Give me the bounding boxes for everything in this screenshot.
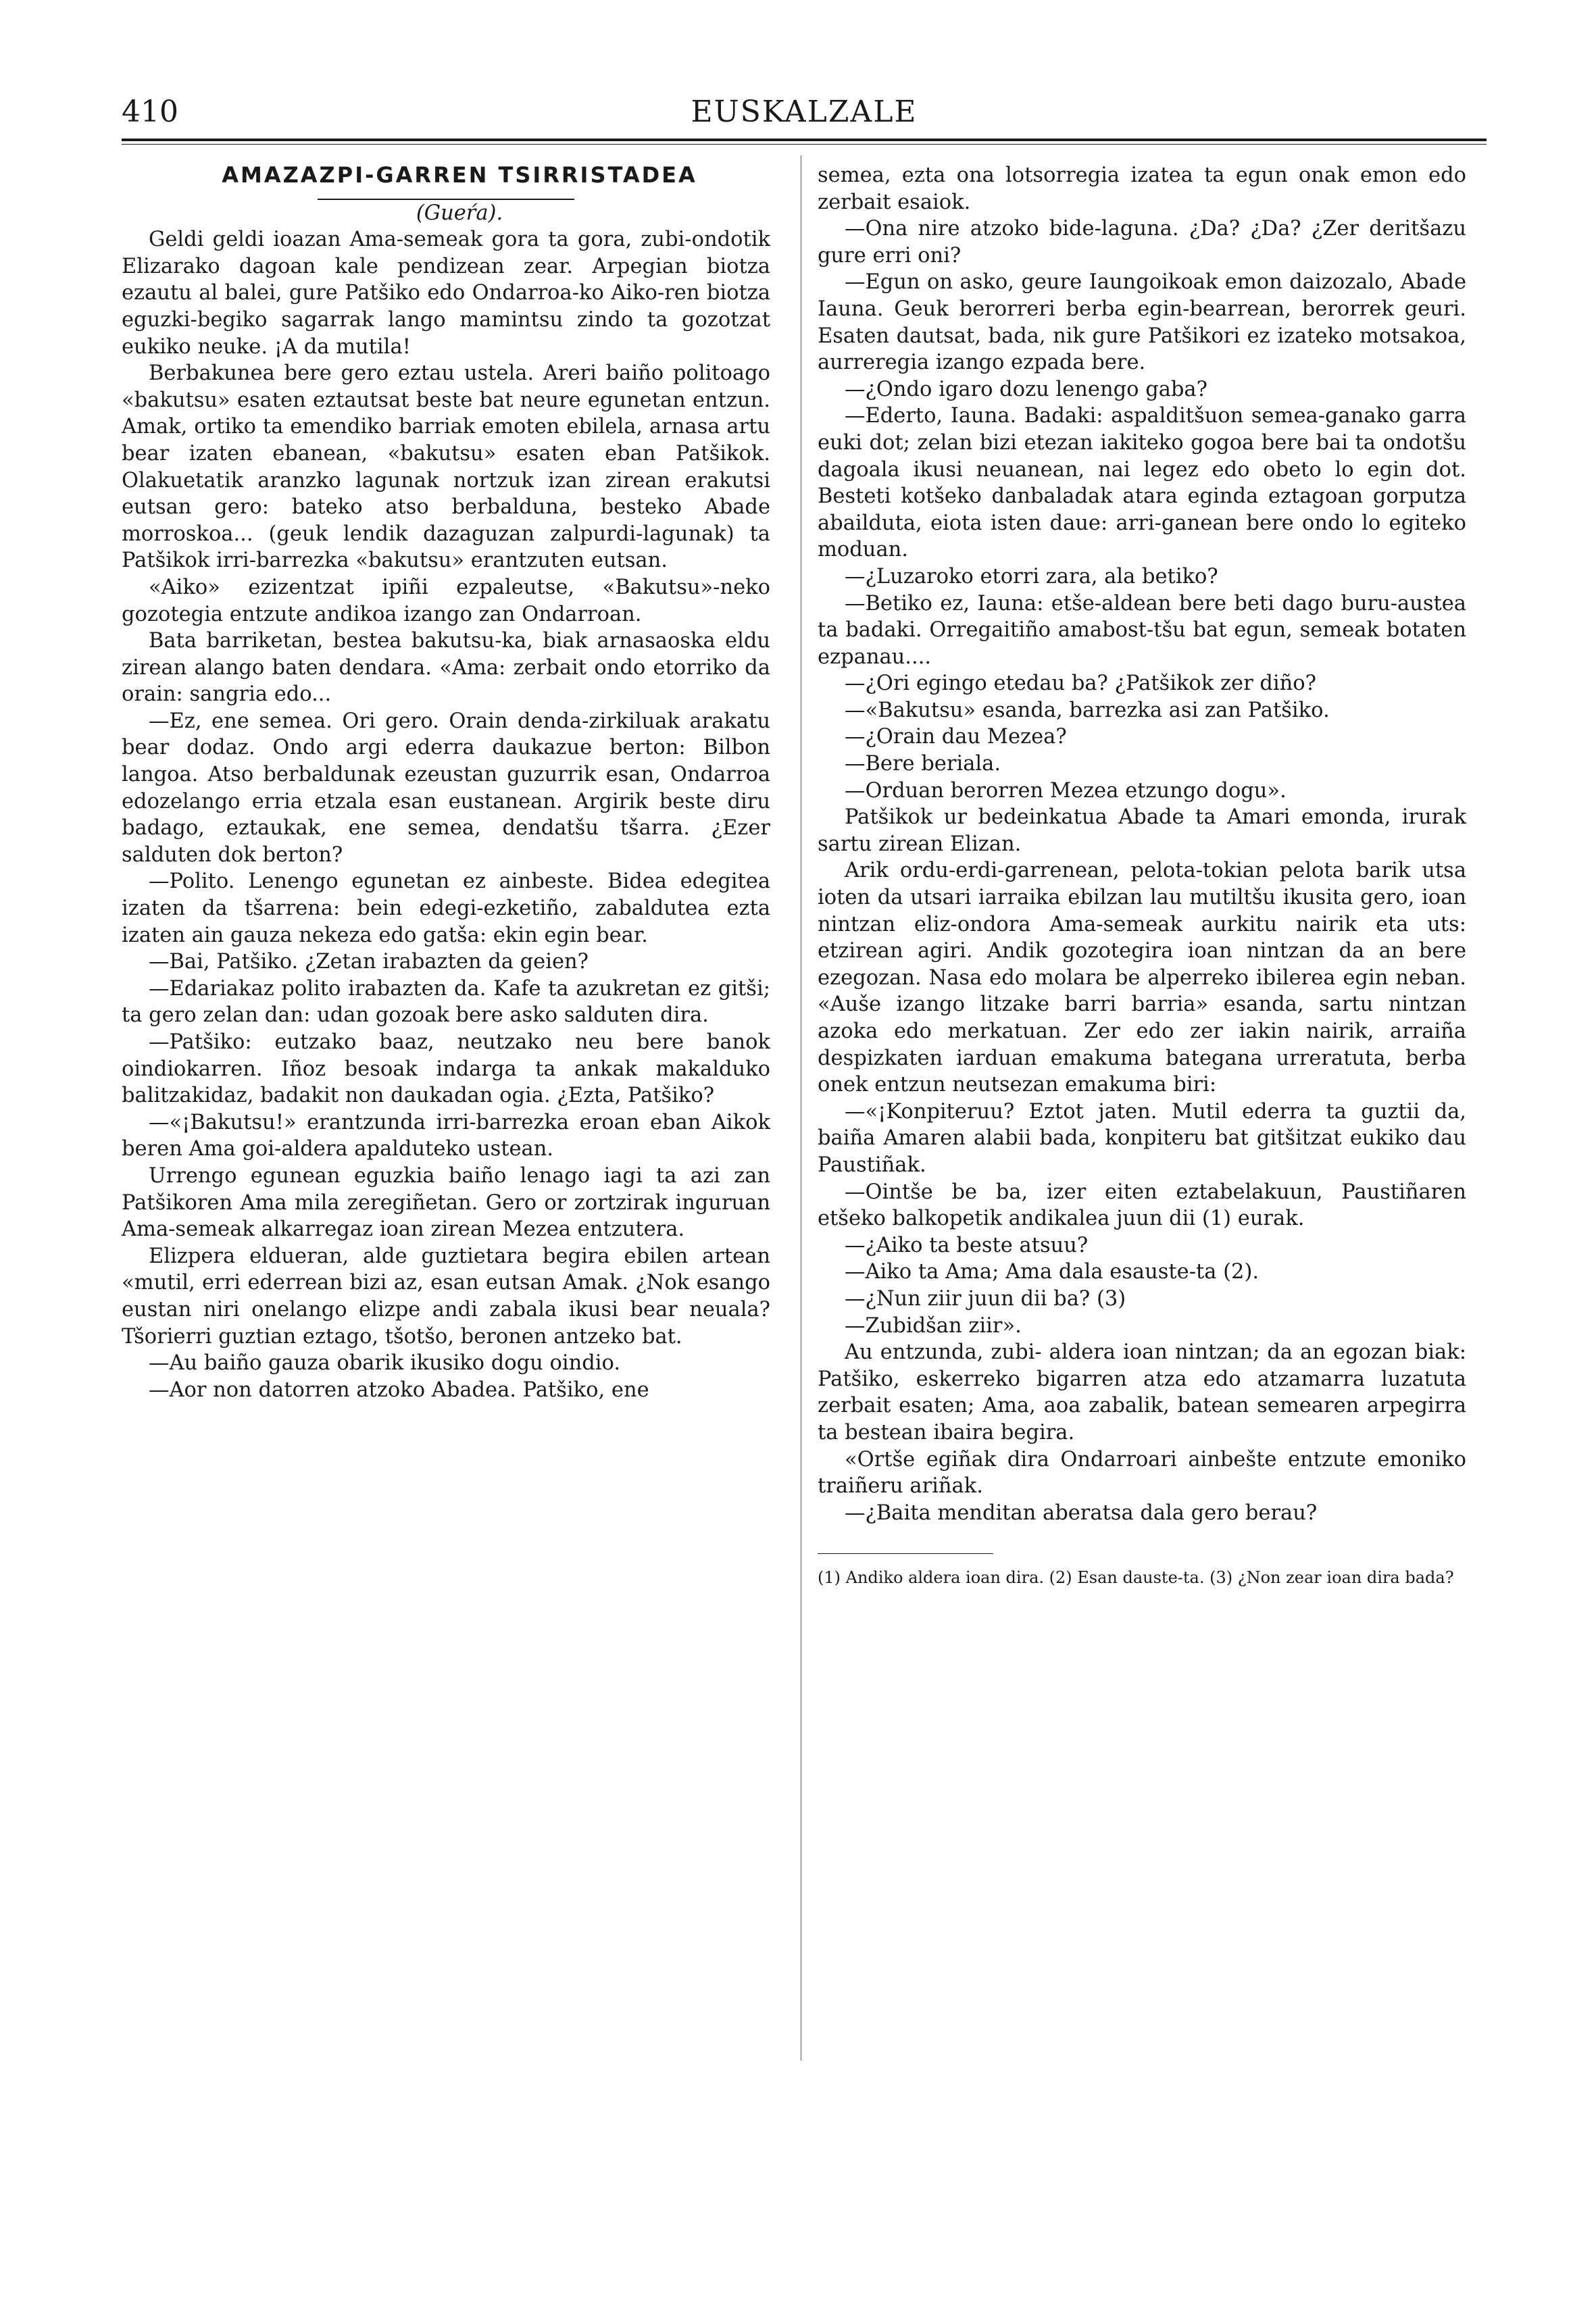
running-title: EUSKALZALE: [691, 95, 918, 129]
paragraph: —Ona nire atzoko bide-laguna. ¿Da? ¿Da? ¿Zer deritšazu gure erri oni?: [818, 217, 1466, 268]
paragraph: «Ortše egiñak dira Ondarroari ainbešte entzute emoniko traiñeru ariñak.: [818, 1447, 1466, 1499]
paragraph: —Bere beriala.: [845, 752, 1001, 776]
left-column: [122, 162, 770, 1403]
paragraph: —Aiko ta Ama; Ama dala esauste-ta (2).: [845, 1260, 1260, 1284]
paragraph: —Ointše be ba, izer eiten eztabelakuun, Paustiñaren etšeko balkopetik andikalea juun dii (1) eurak.: [818, 1180, 1466, 1231]
paragraph: Arik ordu-erdi-garrenean, pelota-tokian pelota barik utsa ioten da utsari iarraika ebilzan lau mutiltšu ikusita gero, ioan nintzan eliz-ondora Ama-semeak aurkitu nairik eta uts: etzirean agiri. Andik gozotegira ioan nintzan da an bere ezegozan. Nasa edo molara be alperreko ibilerea egin neban. «Auše izango litzake barri barria» esanda, sartu nintzan azoka edo merkatuan. Zer edo zer iakin nairik, arraiña despizkaten iarduan emakuma bategana urreratuta, berba onek entzun neutsezan emakuma biri:: [818, 859, 1466, 1097]
paragraph: —¿Baita menditan aberatsa dala gero berau?: [845, 1501, 1318, 1525]
paragraph: Au entzunda, zubi- aldera ioan nintzan; da an egozan biak: Patšiko, eskerreko bigarren atza edo atzamarra luzatuta zerbait esaten; Ama, aoa zabalik, batean semearen arpegirra ta bestean ibaira begira.: [818, 1340, 1466, 1444]
paragraph: —Au baiño gauza obarik ikusiko dogu oindio.: [149, 1351, 621, 1376]
footnote-rule: [818, 1553, 993, 1554]
paragraph: —Bai, Patšiko. ¿Zetan irabazten da geien?: [149, 950, 589, 974]
page-header: [122, 95, 1487, 135]
paragraph: —«¡Bakutsu!» erantzunda irri-barrezka eroan eban Aikok beren Ama goi-aldera apalduteko ustean.: [122, 1110, 770, 1161]
paragraph: —Patšiko: eutzako baaz, neutzako neu bere banok oindiokarren. Iñoz besoak indarga ta ankak makalduko balitzakidaz, badakit non daukadan ogia. ¿Ezta, Patšiko?: [122, 1030, 770, 1108]
paragraph: —Orduan berorren Mezea etzungo dogu».: [845, 778, 1287, 803]
paragraph: «Aiko» ezizentzat ipiñi ezpaleutse, «Bakutsu»-neko gozotegia entzute andikoa izango zan Ondarroan.: [122, 575, 770, 626]
paragraph: semea, ezta ona lotsorregia izatea ta egun onak emon edo zerbait esaiok.: [818, 164, 1466, 214]
paragraph: Patšikok ur bedeinkatua Abade ta Amari emonda, irurak sartu zirean Elizan.: [818, 805, 1466, 856]
footnotes: (1) Andiko aldera ioan dira. (2) Esan dauste-ta. (3) ¿Non zear ioan dira bada?: [818, 1568, 1454, 1588]
right-column: [818, 162, 1466, 1589]
page-number: 410: [122, 95, 178, 129]
paragraph: —Betiko ez, Iauna: etše-aldean bere beti dago buru-austea ta badaki. Orregaitiño amabost-tšu bat egun, semeak botaten ezpanau....: [818, 591, 1466, 669]
paragraph: Elizpera eldueran, alde guztietara begira ebilen artean «mutil, erri ederrean bizi az, esan eutsan Amak. ¿Nok esango eustan niri onelango elizpe andi zabala ikusi bear neuala? Tšorierri guztian eztago, tšotšo, beronen antzeko bat.: [122, 1244, 770, 1349]
paragraph: —Aor non datorren atzoko Abadea. Patšiko, ene: [149, 1378, 649, 1402]
paragraph: Urrengo egunean eguzkia baiño lenago iagi ta azi zan Patšikoren Ama mila zeregiñetan. Gero or zortzirak inguruan Ama-semeak alkarregaz ioan zirean Mezea entzutera.: [122, 1163, 770, 1242]
header-rule: [122, 139, 1487, 141]
paragraph: —Edariakaz polito irabazten da. Kafe ta azukretan ez gitši; ta gero zelan dan: udan gozoak bere asko salduten dira.: [122, 976, 770, 1028]
paragraph: —¿Luzaroko etorri zara, ala betiko?: [845, 564, 1218, 588]
paragraph: —¿Aiko ta beste atsuu?: [845, 1233, 1089, 1257]
paragraph: —Ez, ene semea. Ori gero. Orain denda-zirkiluak arakatu bear dodaz. Ondo argi ederra daukazue berton: Bilbon langoa. Atso berbaldunak ezeustan guzurrik esan, Ondarroa edozelango erria etzala esan eustanean. Argirik beste diru badago, eztaukak, ene semea, dendatšu tšarra. ¿Ezer salduten dok berton?: [122, 709, 770, 867]
paragraph: —Egun on asko, geure Iaungoikoak emon daizozalo, Abade Iauna. Geuk berorreri berba egin-bearrean, berorrek geuri. Esaten dautsat, bada, nik gure Patšikori ez izateko motsakoa, aurreregia izango ezpada bere.: [818, 270, 1466, 375]
header-rule-thin: [122, 144, 1487, 145]
paragraph: —¿Ori egingo etedau ba? ¿Patšikok zer diño?: [845, 672, 1317, 696]
paragraph: —¿Ondo igaro dozu lenengo gaba?: [845, 377, 1207, 401]
paragraph: —«¡Konpiteruu? Eztot jaten. Mutil ederra ta guztii da, baiña Amaren alabii bada, konpiteru bat gitšitzat eukiko dau Paustiñak.: [818, 1099, 1466, 1177]
paragraph: —Ederto, Iauna. Badaki: aspalditšuon semea-ganako garra euki dot; zelan bizi etezan iakiteko gogoa bere bai ta ondotšu dagoala ikusi neuanean, nai legez edo obeto lo egin dot. Besteti kotšeko danbaladak atara eginda eztagoan gorputza abailduta, eiota isten daue: arri-ganean bere ondo lo egiteko moduan.: [818, 404, 1466, 562]
paragraph: Berbakunea bere gero eztau ustela. Areri baiño politoago «bakutsu» esaten eztautsat beste bat neure egunetan entzun. Amak, ortiko ta emendiko barriak emoten ebilela, arnasa artu bear izaten ebanean, «bakutsu» esaten eban Patšikok. Olakuetatik aranzko lagunak nortzuk izan zirean erakutsi eutsan gero: bateko atso berbalduna, besteko Abade morroskoa... (geuk lendik dazaguzan zalpurdi-lagunak) ta Patšikok irri-barrezka «bakutsu» erantzuten eutsan.: [122, 361, 770, 573]
paragraph: —¿Nun ziir juun dii ba? (3): [845, 1286, 1126, 1311]
article-title: AMAZAZPI-GARREN TSIRRISTADEA: [222, 162, 697, 188]
paragraph: —Zubidšan ziir».: [845, 1313, 1022, 1338]
paragraph: Geldi geldi ioazan Ama-semeak gora ta gora, zubi-ondotik Elizarako dagoan kale pendizean zear. Arpegian biotza ezautu al balei, gure Patšiko edo Ondarroa-ko Aiko-ren biotza eguzki-begiko sagarrak lango mamintsu zindo ta gozotzat eukiko neuke. ¡A da mutila!: [122, 228, 770, 359]
paragraph: —¿Orain dau Mezea?: [845, 725, 1067, 749]
paragraph: —«Bakutsu» esanda, barrezka asi zan Patšiko.: [845, 698, 1330, 722]
continued-note: (Gueŕa).: [416, 201, 503, 225]
paragraph: Bata barriketan, bestea bakutsu-ka, biak arnasaoska eldu zirean alango baten dendara. «Ama: zerbait ondo etorriko da orain: sangria edo...: [122, 629, 770, 707]
paragraph: —Polito. Lenengo egunetan ez ainbeste. Bidea edegitea izaten da tšarrena: bein edegi-ezketiño, zabaldutea ezta izaten ain gauza nekeza edo gatša: ekin egin bear.: [122, 870, 770, 947]
